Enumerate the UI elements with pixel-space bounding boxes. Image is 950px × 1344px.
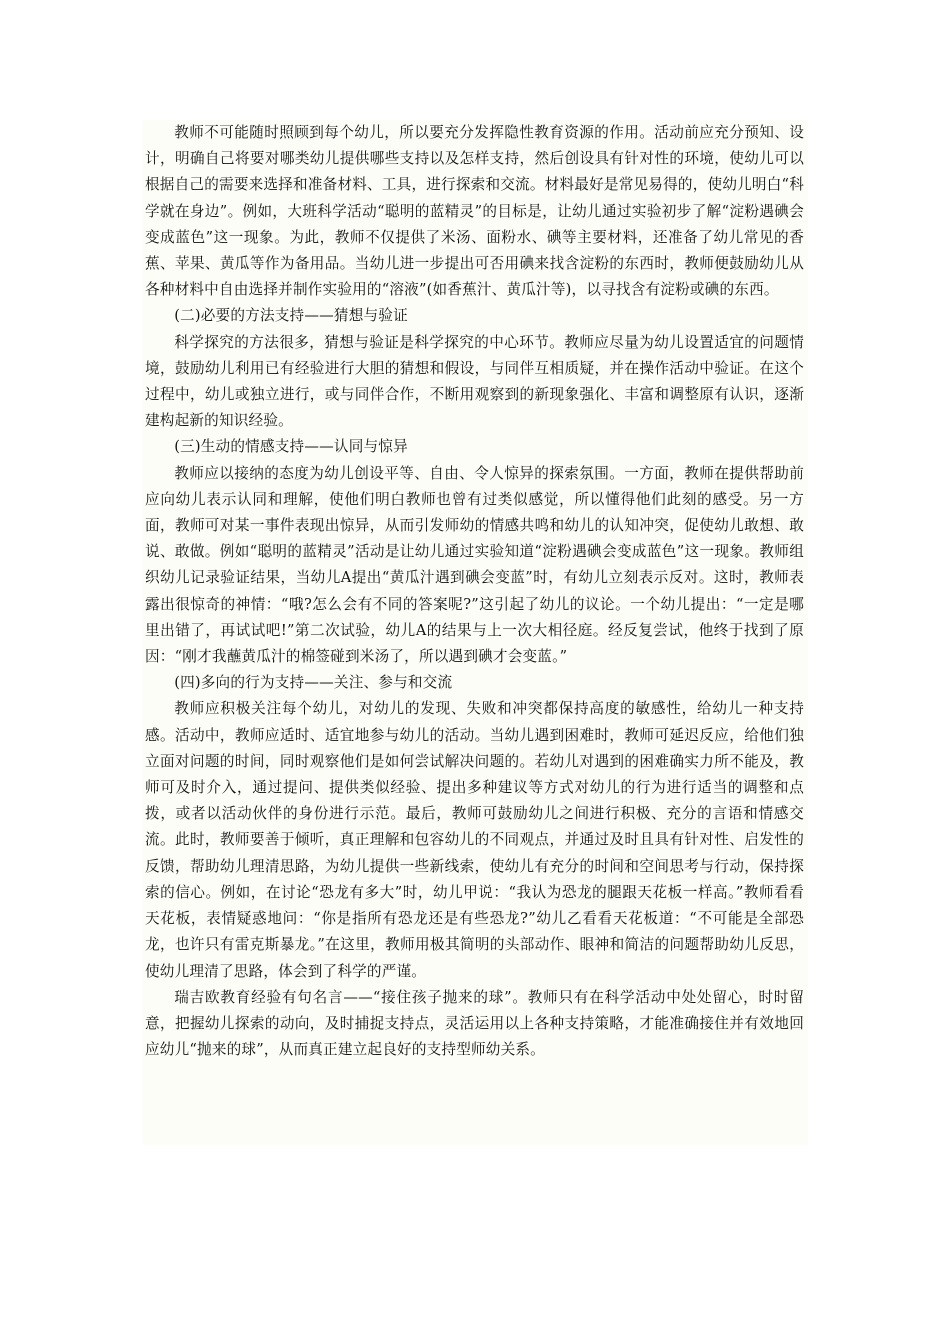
article-text: [143, 120, 808, 1145]
paragraph-method-support: 科学探究的方法很多，猜想与验证是科学探究的中心环节。教师应尽量为幼儿设置适宜的问题情境，鼓励幼儿利用已有经验进行大胆的猜想和假设，与同伴互相质疑，并在操作活动中验证。在这个过程中，幼儿或独立进行，或与同伴合作，不断用观察到的新现象强化、丰富和调整原有认识，逐渐建构起新的知识经验。: [145, 333, 804, 430]
section-heading-method-support: (二)必要的方法支持——猜想与验证: [174, 307, 408, 325]
paragraph-materials: 教师不可能随时照顾到每个幼儿，所以要充分发挥隐性教育资源的作用。活动前应充分预知、设计，明确自己将要对哪类幼儿提供哪些支持以及怎样支持，然后创设具有针对性的环境，使幼儿可以根据自己的需要来选择和准备材料、工具，进行探索和交流。材料最好是常见易得的，使幼儿明白“科学就在身边”。例如，大班科学活动“聪明的蓝精灵”的目标是，让幼儿通过实验初步了解“淀粉遇碘会变成蓝色”这一现象。为此，教师不仅提供了米汤、面粉水、碘等主要材料，还准备了幼儿常见的香蕉、苹果、黄瓜等作为备用品。当幼儿进一步提出可否用碘来找含淀粉的东西时，教师便鼓励幼儿从各种材料中自由选择并制作实验用的“溶液”(如香蕉汁、黄瓜汁等)，以寻找含有淀粉或碘的东西。: [145, 124, 804, 299]
paragraph-behavior-support: 教师应积极关注每个幼儿，对幼儿的发现、失败和冲突都保持高度的敏感性，给幼儿一种支持感。活动中，教师应适时、适宜地参与幼儿的活动。当幼儿遇到困难时，教师可延迟反应，给他们独立面对问题的时间，同时观察他们是如何尝试解决问题的。若幼儿对遇到的困难确实力所不能及，教师可及时介入，通过提问、提供类似经验、提出多种建议等方式对幼儿的行为进行适当的调整和点拨，或者以活动伙伴的身份进行示范。最后，教师可鼓励幼儿之间进行积极、充分的言语和情感交流。此时，教师要善于倾听，真正理解和包容幼儿的不同观点，并通过及时且具有针对性、启发性的反馈，帮助幼儿理清思路，为幼儿提供一些新线索，使幼儿有充分的时间和空间思考与行动，保持探索的信心。例如，在讨论“恐龙有多大”时，幼儿甲说：“我认为恐龙的腿跟天花板一样高。”教师看看天花板，表情疑惑地问：“你是指所有恐龙还是有些恐龙?”幼儿乙看看天花板道：“不可能是全部恐龙，也许只有雷克斯暴龙。”在这里，教师用极其简明的头部动作、眼神和简洁的问题帮助幼儿反思，使幼儿理清了思路，体会到了科学的严谨。: [145, 700, 804, 980]
section-heading-behavior-support: (四)多向的行为支持——关注、参与和交流: [174, 674, 453, 692]
section-heading-emotional-support: (三)生动的情感支持——认同与惊异: [174, 438, 408, 456]
paragraph-conclusion: 瑞吉欧教育经验有句名言——“接住孩子抛来的球”。教师只有在科学活动中处处留心，时时留意，把握幼儿探索的动向，及时捕捉支持点，灵活运用以上各种支持策略，才能准确接住并有效地回应幼儿“抛来的球”，从而真正建立起良好的支持型师幼关系。: [145, 988, 804, 1059]
paragraph-emotional-support: 教师应以接纳的态度为幼儿创设平等、自由、令人惊异的探索氛围。一方面，教师在提供帮助前应向幼儿表示认同和理解，使他们明白教师也曾有过类似感觉，所以懂得他们此刻的感受。另一方面，教师可对某一事件表现出惊异，从而引发师幼的情感共鸣和幼儿的认知冲突，促使幼儿敢想、敢说、敢做。例如“聪明的蓝精灵”活动是让幼儿通过实验知道“淀粉遇碘会变成蓝色”这一现象。教师组织幼儿记录验证结果，当幼儿A提出“黄瓜汁遇到碘会变蓝”时，有幼儿立刻表示反对。这时，教师表露出很惊奇的神情：“哦?怎么会有不同的答案呢?”这引起了幼儿的议论。一个幼儿提出：“一定是哪里出错了，再试试吧!”第二次试验，幼儿A的结果与上一次大相径庭。经反复尝试，他终于找到了原因：“刚才我蘸黄瓜汁的棉签碰到米汤了，所以遇到碘才会变蓝。”: [145, 464, 804, 666]
